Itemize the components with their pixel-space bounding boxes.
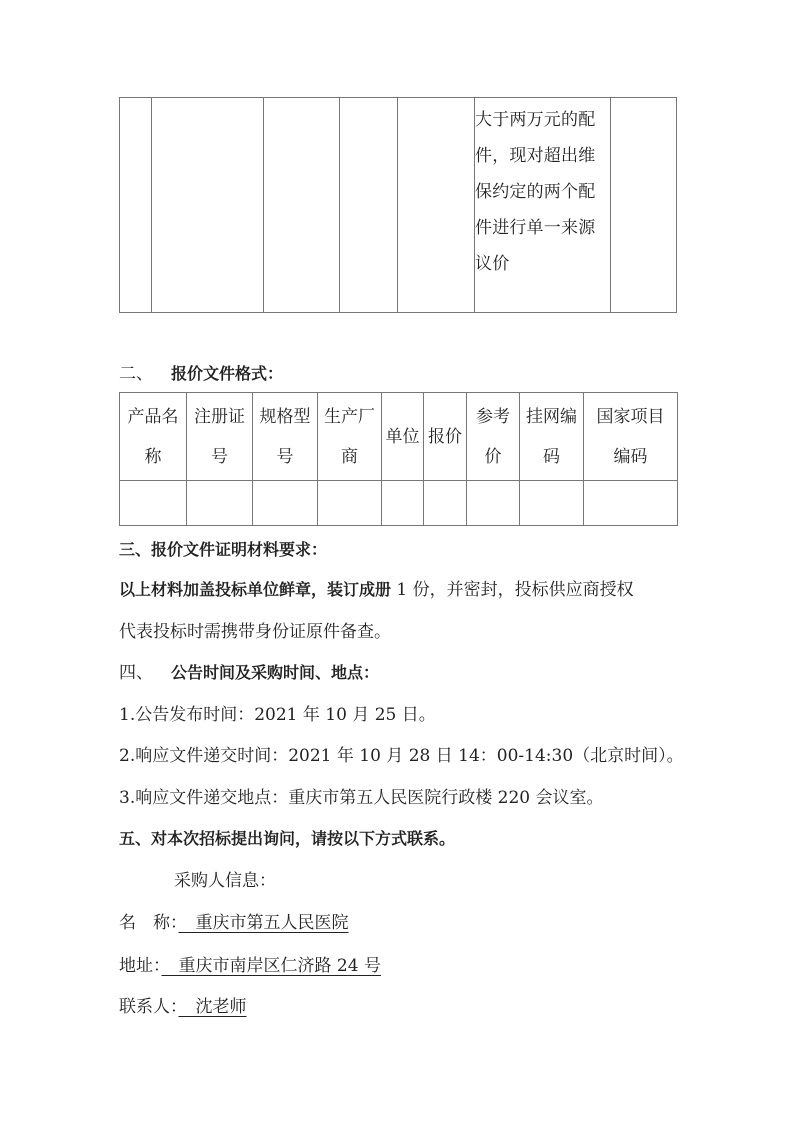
section-title: 公告时间及采购时间、地点： (171, 663, 380, 682)
contact-value: 沈老师 (178, 997, 247, 1017)
section-3-line-1 (119, 580, 634, 600)
table-cell (318, 481, 382, 526)
section-title: 报价文件格式： (171, 364, 284, 383)
purchaser-contact-line (119, 997, 247, 1017)
name-value: 重庆市第五人民医院 (178, 913, 349, 933)
header-spec-model: 规格型 号 (253, 393, 318, 481)
table-cell (264, 98, 340, 313)
table-cell (424, 481, 467, 526)
contact-label: 联系人： (119, 997, 179, 1017)
header-manufacturer: 生产厂 商 (318, 393, 382, 481)
note-cell (475, 98, 611, 313)
section-4-item-1: 1.公告发布时间：2021 年 10 月 25 日。 (119, 705, 436, 725)
table-cell (611, 98, 677, 313)
table-row (120, 481, 678, 526)
table-cell (187, 481, 253, 526)
section-4-heading (119, 663, 379, 683)
note-line: 大于两万元的配 (475, 110, 596, 130)
body-text: 1 份，并密封，投标供应商授权 (391, 580, 634, 600)
header-unit: 单位 (382, 393, 424, 481)
table-cell (120, 481, 187, 526)
section-3-line-2: 代表投标时需携带身份证原件备查。 (119, 622, 391, 642)
address-value: 重庆市南岸区仁济路 24 号 (161, 956, 381, 976)
name-label: 名 称： (119, 913, 179, 933)
note-line: 议价 (475, 254, 510, 274)
table-cell (467, 481, 520, 526)
note-line: 件进行单一来源 (475, 218, 596, 238)
header-quote: 报价 (424, 393, 467, 481)
table-header-row (120, 393, 678, 481)
table-cell (340, 98, 398, 313)
header-reference-price: 参考 价 (467, 393, 520, 481)
address-label: 地址： (119, 956, 162, 976)
section-number: 二、 (119, 364, 153, 384)
table-cell (253, 481, 318, 526)
header-product-name: 产品名 称 (120, 393, 187, 481)
section-4-item-2: 2.响应文件递交时间：2021 年 10 月 28 日 14：00-14:30（北京时间）。 (119, 746, 684, 766)
purchaser-name-line (119, 913, 349, 933)
quote-format-table (119, 392, 678, 526)
table-cell (152, 98, 264, 313)
header-listing-code: 挂网编 码 (520, 393, 584, 481)
purchaser-info-label: 采购人信息： (174, 871, 276, 891)
table-row (120, 98, 677, 313)
table-cell (584, 481, 678, 526)
table-cell (120, 98, 152, 313)
bold-text: 以上材料加盖投标单位鲜章，装订成册 (119, 580, 392, 599)
note-line: 件，现对超出维 (475, 146, 596, 166)
table-cell (520, 481, 584, 526)
table-cell (398, 98, 475, 313)
section-number: 四、 (119, 663, 153, 683)
section-2-heading (119, 364, 283, 384)
purchaser-address-line (119, 956, 381, 976)
header-national-code: 国家项目 编码 (584, 393, 678, 481)
header-registration-no: 注册证 号 (187, 393, 253, 481)
table-cell (382, 481, 424, 526)
continuation-table (119, 97, 677, 313)
note-line: 保约定的两个配 (475, 182, 596, 202)
section-5-heading: 五、对本次招标提出询问，请按以下方式联系。 (119, 829, 456, 848)
section-3-heading: 三、报价文件证明材料要求： (119, 540, 328, 559)
section-4-item-3: 3.响应文件递交地点：重庆市第五人民医院行政楼 220 会议室。 (119, 788, 604, 808)
